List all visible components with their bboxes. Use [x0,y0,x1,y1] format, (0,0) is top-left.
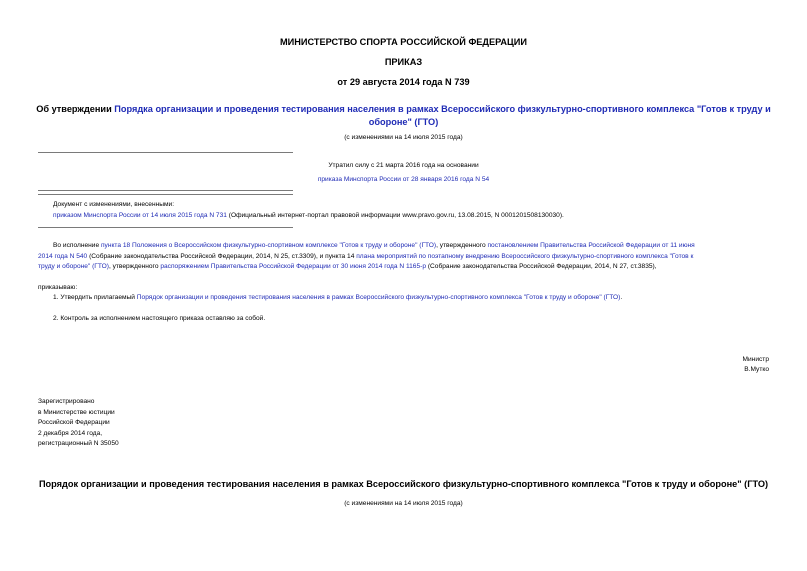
preamble-link-regulation[interactable]: пункта 18 Положения о Всероссийском физкультурно-спортивном комплексе "Готов к труду и обороне" (ГТО) [100,242,437,249]
preamble-link-decree[interactable]: постановлением Правительства Российской Федерации от 11 июня [487,242,695,249]
document-title [0,103,807,129]
signature-position: Министр [742,356,769,363]
title-link-continued[interactable]: обороне" (ГТО) [368,117,439,127]
divider [38,152,293,153]
preamble-text: (Собрание законодательства Российской Федерации, 2014, N 25, ст.3309), и пункта 14 [87,252,357,260]
registration-line: регистрационный N 35050 [38,440,119,447]
item1-prefix: 1. Утвердить прилагаемый [53,294,137,301]
section-title: Порядок организации и проведения тестирования населения в рамках Всероссийского физкультурно-спортивного комплекса "Готов к труду и обороне" (ГТО) [38,479,769,489]
ministry-heading: МИНИСТЕРСТВО СПОРТА РОССИЙСКОЙ ФЕДЕРАЦИИ [280,37,527,47]
preamble-link-order[interactable]: распоряжением Правительства Российской Федерации от 30 июня 2014 года N 1165-р [160,263,426,270]
lost-force-link[interactable]: приказа Минспорта России от 28 января 2016 года N 54 [317,176,490,183]
divider [38,194,293,195]
divider [38,227,293,228]
registration-line: Российской Федерации [38,419,110,426]
order-item-2: 2. Контроль за исполнением настоящего приказа оставляю за собой. [53,315,266,322]
amendments-label: Документ с изменениями, внесенными: [53,201,175,208]
document-date-number: от 29 августа 2014 года N 739 [337,77,470,87]
changes-note: (с изменениями на 14 июля 2015 года) [344,134,463,141]
preamble [53,241,769,252]
amendments-source: (Официальный интернет-портал правовой информации www.pravo.gov.ru, 13.08.2015, N 0001201508130030). [226,212,564,219]
amendments-line [53,211,564,222]
item1-suffix: . [620,294,623,301]
registration-block [38,397,119,450]
lost-force-link-wrap [0,175,807,186]
lost-force-note: Утратил силу с 21 марта 2016 года на основании [328,162,479,169]
order-word: приказываю: [38,284,78,291]
preamble-line-1 [53,241,769,252]
registration-line: Зарегистрировано [38,398,95,405]
title-prefix: Об утверждении [36,104,115,114]
preamble-link-plan[interactable]: плана мероприятий по поэтапному внедрению Всероссийского физкультурно-спортивного комплекса "Готов к [356,252,694,260]
registration-line: 2 декабря 2014 года, [38,429,103,437]
signature-name: В.Мутко [744,366,769,373]
preamble-text: (Собрание законодательства Российской Федерации, 2014, N 27, ст.3835), [426,263,657,270]
preamble-line-3 [38,262,769,273]
title-link[interactable]: Порядка организации и проведения тестирования населения в рамках Всероссийского физкультурно-спортивного комплекса "Готов к труду и [114,104,771,114]
registration-line: в Министерстве юстиции [38,408,115,416]
preamble-text: , утвержденного [436,242,488,249]
item1-link[interactable]: Порядок организации и проведения тестирования населения в рамках Всероссийского физкультурно-спортивного комплекса "Готов к труду и обороне" (ГТО) [136,294,621,301]
preamble-line-2 [38,252,769,263]
preamble-text: , утвержденного [108,263,161,270]
order-item-1 [53,293,622,304]
preamble-cont [38,252,769,273]
divider [38,190,293,191]
preamble-link-plan-cont[interactable]: труду и обороне" (ГТО) [38,263,109,270]
preamble-link-decree-cont[interactable]: 2014 года N 540 [38,252,88,260]
preamble-text: Во исполнение [53,242,101,249]
document-type: ПРИКАЗ [384,57,423,67]
amendments-link[interactable]: приказом Минспорта России от 14 июля 2015 года N 731 [53,212,227,219]
section-changes-note: (с изменениями на 14 июля 2015 года) [344,500,463,507]
